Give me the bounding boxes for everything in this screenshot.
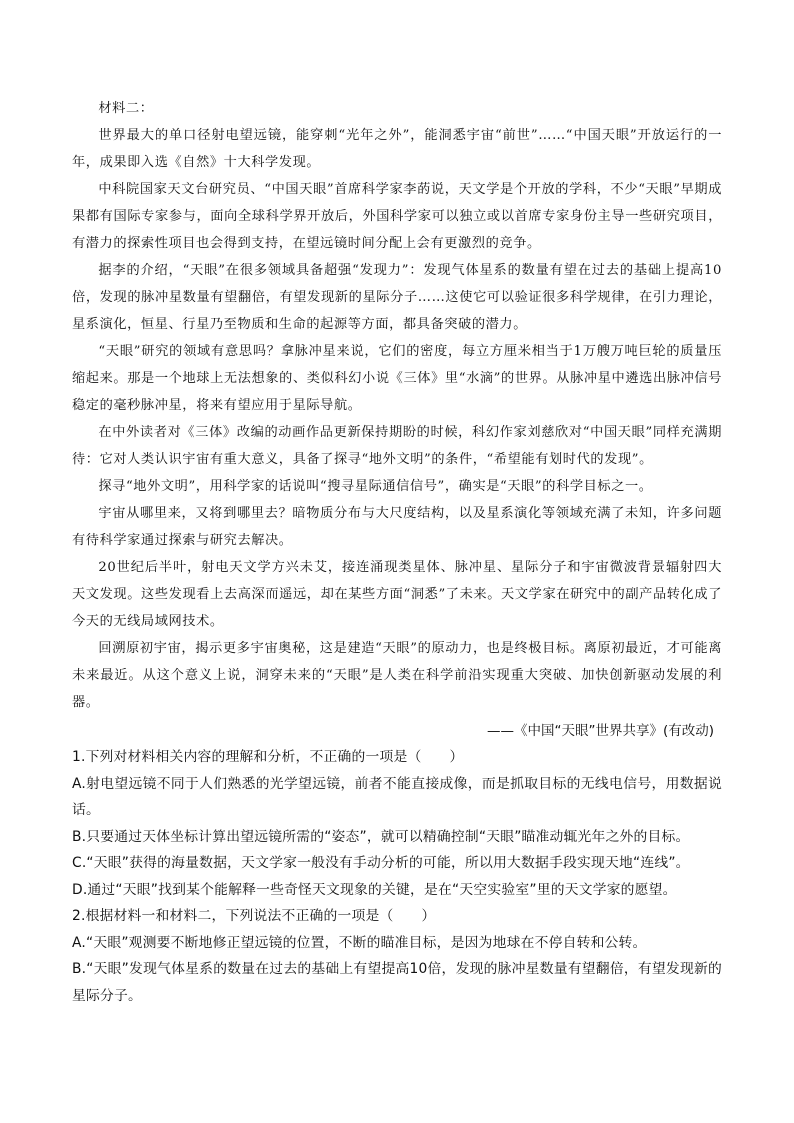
question-option: B.只要通过天体坐标计算出望远镜所需的“姿态”，就可以精确控制“天眼”瞄准动辄光年之外的目标。 bbox=[72, 828, 690, 845]
document-page bbox=[72, 95, 722, 1009]
reading-material bbox=[72, 95, 722, 716]
question-option: A.“天眼”观测要不断地修正望远镜的位置，不断的瞄准目标，是因为地球在不停自转和公转。 bbox=[72, 934, 647, 951]
question-option: B.“天眼”发现气体星系的数量在过去的基础上有望提高10倍，发现的脉冲星数量有望翻倍，有望发现新的星际分子。 bbox=[72, 961, 722, 1004]
material-paragraph: 世界最大的单口径射电望远镜，能穿刺“光年之外”，能洞悉宇宙“前世”……“中国天眼”开放运行的一年，成果即入选《自然》十大科学发现。 bbox=[72, 128, 722, 170]
question-stem: 2.根据材料一和材料二，下列说法不正确的一项是（ ） bbox=[72, 908, 436, 924]
material-paragraph: 20世纪后半叶，射电天文学方兴未艾，接连涌现类星体、脉冲星、星际分子和宇宙微波背景辐射四大天文发现。这些发现看上去高深而遥远，却在某些方面“洞悉”了未来。天文学家在研究中的副产品转化成了今天的无线局域网技术。 bbox=[72, 560, 722, 629]
question-list bbox=[72, 744, 722, 1009]
question-option: C.“天眼”获得的海量数据，天文学家一般没有手动分析的可能，所以用大数据手段实现天地“连线”。 bbox=[72, 855, 690, 871]
material-paragraph: 回溯原初宇宙，揭示更多宇宙奥秘，这是建造“天眼”的原动力，也是终极目标。离原初最近，才可能离未来最近。从这个意义上说，洞穿未来的“天眼”是人类在科学前沿实现重大突破、加快创新驱动发展的利器。 bbox=[72, 641, 722, 710]
material-paragraph: 据李的介绍，“天眼”在很多领域具备超强“发现力”：发现气体星系的数量有望在过去的基础上提高10倍，发现的脉冲星数量有望翻倍，有望发现新的星际分子……这使它可以验证很多科学规律，在引力理论，星系演化，恒星、行星乃至物质和生命的起源等方面，都具备突破的潜力。 bbox=[72, 263, 722, 332]
question-option: D.通过“天眼”找到某个能解释一些奇怪天文现象的关键，是在“天空实验室”里的天文学家的愿望。 bbox=[72, 881, 677, 898]
material-paragraph: 宇宙从哪里来，又将到哪里去？暗物质分布与大尺度结构，以及星系演化等领域充满了未知，许多问题有待科学家通过探索与研究去解决。 bbox=[72, 506, 722, 548]
material-paragraph: 中科院国家天文台研究员、“中国天眼”首席科学家李菂说，天文学是个开放的学科，不少“天眼”早期成果都有国际专家参与，面向全球科学界开放后，外国科学家可以独立或以首席专家身份主导一些研究项目，有潜力的探索性项目也会得到支持，在望远镜时间分配上会有更激烈的竞争。 bbox=[72, 182, 722, 251]
question-1 bbox=[72, 744, 722, 903]
question-stem: 1.下列对材料相关内容的理解和分析，不正确的一项是（ ） bbox=[72, 749, 464, 765]
material-heading: 材料二： bbox=[98, 101, 154, 116]
material-paragraph: 探寻“地外文明”，用科学家的话说叫“搜寻星际通信信号”，确实是“天眼”的科学目标之一。 bbox=[98, 479, 653, 494]
material-paragraph: 在中外读者对《三体》改编的动画作品更新保持期盼的时候，科幻作家刘慈欣对“中国天眼”同样充满期待：它对人类认识宇宙有重大意义，具备了探寻“地外文明”的条件，“希望能有划时代的发现”。 bbox=[72, 425, 722, 467]
material-source: ——《中国“天眼”世界共享》(有改动) bbox=[486, 723, 714, 739]
question-option: A.射电望远镜不同于人们熟悉的光学望远镜，前者不能直接成像，而是抓取目标的无线电信号，用数据说话。 bbox=[72, 775, 722, 818]
question-2 bbox=[72, 903, 722, 1009]
material-paragraph: “天眼”研究的领域有意思吗？拿脉冲星来说，它们的密度，每立方厘米相当于1万艘万吨巨轮的质量压缩起来。那是一个地球上无法想象的、类似科幻小说《三体》里“水滴”的世界。从脉冲星中遴选出脉冲信号稳定的毫秒脉冲星，将来有望应用于星际导航。 bbox=[72, 344, 722, 413]
